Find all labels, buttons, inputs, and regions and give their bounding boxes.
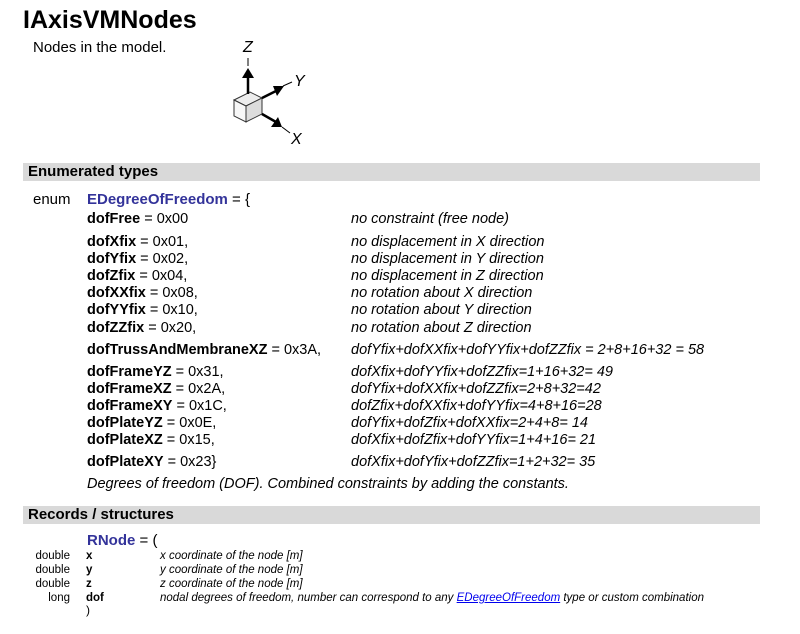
field-name: z xyxy=(86,578,92,590)
enum-constant-value: = 0x15, xyxy=(162,432,215,448)
enum-constant xyxy=(87,432,215,449)
field-description-pre: nodal degrees of freedom, number can correspond to any xyxy=(160,592,457,604)
section-header-records xyxy=(23,506,760,524)
enum-constant-name: dofPlateYZ xyxy=(87,415,163,431)
enum-constant-value: = 0x01, xyxy=(136,234,189,250)
axis-z-label: Z xyxy=(243,39,253,56)
enum-constant-value: = 0x3A, xyxy=(267,342,322,358)
record-field xyxy=(0,577,800,591)
enum-row xyxy=(87,432,767,449)
enum-constant-value: = 0x02, xyxy=(136,251,189,267)
record-close: ) xyxy=(86,603,90,617)
enum-row xyxy=(87,320,767,337)
enum-row xyxy=(87,251,767,268)
enum-keyword: enum xyxy=(33,191,71,208)
enum-constant-name: dofPlateXZ xyxy=(87,432,163,448)
enum-constant-name: dofXfix xyxy=(87,234,137,250)
field-type: long xyxy=(48,592,70,604)
enum-link[interactable]: EDegreeOfFreedom xyxy=(456,592,561,604)
field-type: double xyxy=(35,550,70,562)
enum-constant-description: no constraint (free node) xyxy=(351,211,509,227)
enum-row xyxy=(87,381,767,398)
enum-constant-value: = 0x1C, xyxy=(172,398,227,414)
enum-constant-name: dofYYfix xyxy=(87,302,146,318)
enum-constant xyxy=(87,364,224,381)
field-description xyxy=(160,577,303,591)
enum-declaration xyxy=(87,191,250,208)
enum-constant xyxy=(87,285,198,302)
field-description-text: z coordinate of the node [m] xyxy=(160,578,303,590)
enum-constant-description: dofYfix+dofZfix+dofXXfix=2+4+8= 14 xyxy=(351,415,588,431)
enum-constant-description: dofXfix+dofYYfix+dofZZfix=1+16+32= 49 xyxy=(351,364,613,380)
enum-note: Degrees of freedom (DOF). Combined constraints by adding the constants. xyxy=(87,476,569,492)
enum-constant-name: dofFree xyxy=(87,211,141,227)
axis-y-label: Y xyxy=(294,73,305,90)
enum-constant-description: no rotation about Y direction xyxy=(351,302,532,318)
record-field xyxy=(0,563,800,577)
field-description xyxy=(160,591,704,605)
page-title: IAxisVMNodes xyxy=(23,6,197,34)
section-header-enumerated xyxy=(23,163,760,181)
record-field xyxy=(0,591,800,605)
axis-x-label: X xyxy=(291,131,302,148)
enum-constant-description: dofXfix+dofYfix+dofZZfix=1+2+32= 35 xyxy=(351,454,596,470)
enum-name: EDegreeOfFreedom xyxy=(87,191,228,208)
enum-constant-name: dofFrameXZ xyxy=(87,381,172,397)
field-type: double xyxy=(35,578,70,590)
enum-row xyxy=(87,398,767,415)
enum-row xyxy=(87,302,767,319)
enum-constant xyxy=(87,381,225,398)
section-title: Records / structures xyxy=(28,506,174,523)
field-name: dof xyxy=(86,592,104,604)
enum-row xyxy=(87,285,767,302)
enum-constant xyxy=(87,234,188,251)
enum-constant-value: = 0x2A, xyxy=(171,381,226,397)
enum-constant-description: no displacement in Z direction xyxy=(351,268,544,284)
enum-constant-description: no displacement in Y direction xyxy=(351,251,544,267)
enum-constant-description: no displacement in X direction xyxy=(351,234,545,250)
enum-constant xyxy=(87,251,188,268)
enum-constant-name: dofZfix xyxy=(87,268,136,284)
enum-row xyxy=(87,211,767,228)
enum-constant xyxy=(87,342,321,359)
enum-row xyxy=(87,454,767,471)
enum-constant-name: dofPlateXY xyxy=(87,454,164,470)
record-declaration xyxy=(87,532,157,549)
enum-constant xyxy=(87,268,187,285)
enum-constant-name: dofFrameYZ xyxy=(87,364,172,380)
enum-constant-value: = 0x0E, xyxy=(162,415,217,431)
field-description-text: x coordinate of the node [m] xyxy=(160,550,303,562)
field-name: y xyxy=(86,564,93,576)
record-name: RNode xyxy=(87,532,136,549)
enum-constant-name: dofZZfix xyxy=(87,320,145,336)
enum-constant xyxy=(87,454,216,471)
section-title: Enumerated types xyxy=(28,163,159,180)
field-name: x xyxy=(86,550,93,562)
record-open: = ( xyxy=(135,532,158,549)
enum-row xyxy=(87,234,767,251)
enum-row xyxy=(87,415,767,432)
enum-constant-name: dofTrussAndMembraneXZ xyxy=(87,342,268,358)
field-description xyxy=(160,549,303,563)
record-field xyxy=(0,549,800,563)
enum-constant-description: no rotation about Z direction xyxy=(351,320,532,336)
enum-constant-value: = 0x04, xyxy=(135,268,188,284)
field-description xyxy=(160,563,303,577)
enum-constant-description: dofYfix+dofXXfix+dofZZfix=2+8+32=42 xyxy=(351,381,601,397)
enum-row xyxy=(87,364,767,381)
enum-row xyxy=(87,342,767,359)
enum-constant-value: = 0x20, xyxy=(144,320,197,336)
enum-constant xyxy=(87,320,196,337)
field-description-post: type or custom combination xyxy=(560,592,704,604)
enum-constant-value: = 0x08, xyxy=(145,285,198,301)
enum-constant xyxy=(87,415,216,432)
enum-constant xyxy=(87,211,188,228)
enum-constant-value: = 0x00 xyxy=(140,211,189,227)
enum-constant-value: = 0x31, xyxy=(171,364,224,380)
enum-constant-value: = 0x10, xyxy=(145,302,198,318)
enum-row xyxy=(87,268,767,285)
coordinate-axes-icon xyxy=(220,36,320,148)
field-description-text: y coordinate of the node [m] xyxy=(160,564,303,576)
field-type: double xyxy=(35,564,70,576)
page-subtitle: Nodes in the model. xyxy=(33,39,167,56)
enum-constant-name: dofFrameXY xyxy=(87,398,173,414)
enum-constant xyxy=(87,398,227,415)
enum-constant-description: dofXfix+dofZfix+dofYYfix=1+4+16= 21 xyxy=(351,432,597,448)
enum-open: = { xyxy=(227,191,250,208)
enum-constant-description: no rotation about X direction xyxy=(351,285,533,301)
enum-constant-name: dofXXfix xyxy=(87,285,146,301)
enum-constant-description: dofYfix+dofXXfix+dofYYfix+dofZZfix = 2+8+16+32 = 58 xyxy=(351,342,705,358)
enum-constant-description: dofZfix+dofXXfix+dofYYfix=4+8+16=28 xyxy=(351,398,602,414)
enum-constant xyxy=(87,302,198,319)
enum-constant-value: = 0x23} xyxy=(163,454,217,470)
enum-constant-name: dofYfix xyxy=(87,251,137,267)
